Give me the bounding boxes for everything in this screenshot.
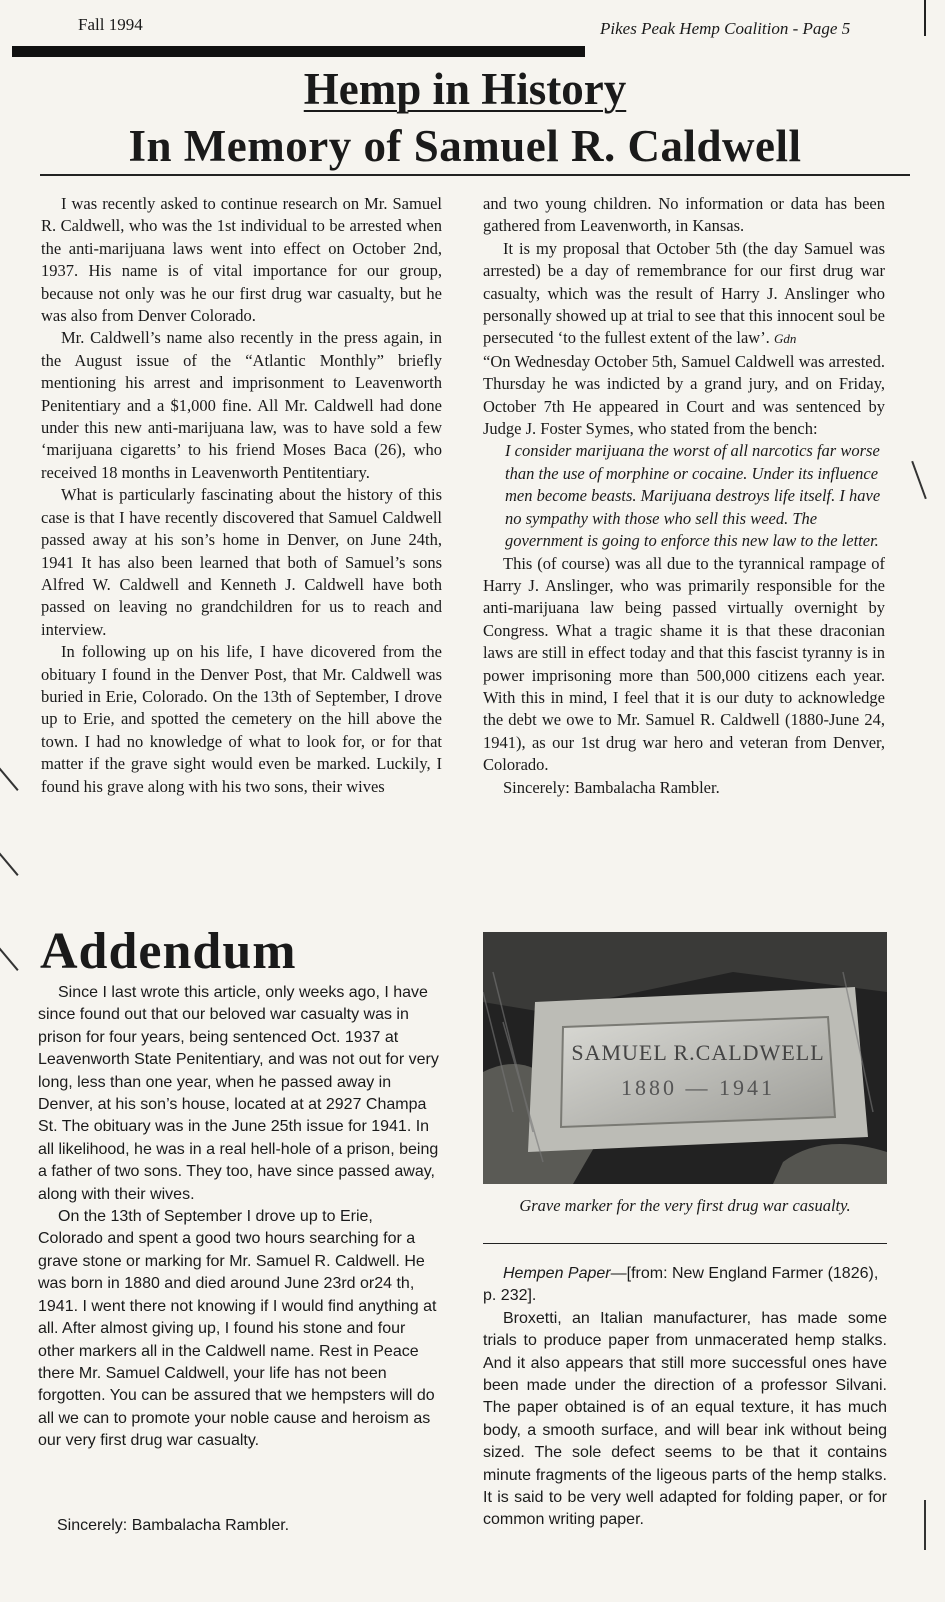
judge-quote: I consider marijuana the worst of all narcotics far worse than the use of morphine or cocaine. Under its influence men become beasts. Marijuana destroys life itself. I have no sympathy with those who sell this weed. The government is going to enforce this new law to the letter. bbox=[505, 441, 881, 551]
page-bottom-fade bbox=[0, 1554, 945, 1602]
issue-date: Fall 1994 bbox=[78, 15, 143, 34]
scan-edge-mark bbox=[0, 939, 19, 971]
hempen-body: Broxetti, an Italian manufacturer, has made some trials to produce paper from unmacerated hemp stalks. And it also appears that still more successful ones have been made under the direction of a professor Silvani. The paper obtained is of an equal texture, it has much body, a smooth surface, and will bear ink without being sized. The sole defect seems to be that it contains minute fragments of the ligeous parts of the hemp stalks. It is said to be very well adapted for folding paper, or for common writing paper. bbox=[483, 1309, 887, 1529]
publication-title: Pikes Peak Hemp Coalition - Page 5 bbox=[600, 19, 851, 38]
article-paragraph: I was recently asked to continue research on Mr. Samuel R. Caldwell, who was the 1st individual to be arrested when the anti-marijuana laws went into effect on October 2nd, 1937. His name is of vital importance for our group, because not only was he our first drug war casualty, but he was also from Denver Colorado. bbox=[41, 194, 442, 326]
article-left-column bbox=[41, 193, 442, 798]
article-continuation: and two young children. No information or data has been gathered from Leavenworth, in Kansas. bbox=[483, 194, 885, 236]
headline-rule bbox=[40, 174, 910, 176]
headline-secondary: In Memory of Samuel R. Caldwell bbox=[128, 121, 802, 171]
article-conclusion: This (of course) was all due to the tyrannical rampage of Harry J. Anslinger, who was primarily responsible for the anti-marijuana law being passed virtually overnight by Congress. What a tragic shame it is that these draconian laws are still in effect today and that this fascist tyranny is in power imprisoning more than 500,000 citizens each year. With this in mind, I feel that it is our duty to acknowledge the debt we owe to Mr. Samuel R. Caldwell (1880-June 24, 1941), as our 1st drug war hero and veteran from Denver, Colorado. bbox=[483, 553, 885, 775]
hempen-lead bbox=[483, 1263, 887, 1308]
handwritten-note: Gdn bbox=[773, 331, 797, 347]
addendum-signoff: Sincerely: Bambalacha Rambler. bbox=[57, 1517, 290, 1534]
article-signoff: Sincerely: Bambalacha Rambler. bbox=[503, 777, 720, 797]
scan-edge-mark bbox=[911, 461, 927, 499]
article-paragraph: In following up on his life, I have dicovered from the obituary I found in the Denver Post, that Mr. Caldwell was buried in Erie, Colorado. On the 13th of September, I drove up to Erie, and spotted the cemetery on the hill above the town. I had no knowledge of what to look for, or for that matter if the grave sight would even be marked. Luckily, I found his grave along with his two sons, their wives bbox=[41, 642, 442, 796]
hempen-paper-article bbox=[483, 1263, 887, 1532]
addendum-body bbox=[38, 982, 440, 1453]
addendum-heading: Addendum bbox=[40, 923, 297, 980]
arrest-account: “On Wednesday October 5th, Samuel Caldwell was arrested. Thursday he was indicted by a grand jury, and on Friday, October 7th He appeared in Court and was sentenced by Judge J. Foster Symes, who stated from the bench: bbox=[483, 351, 885, 439]
photo-caption: Grave marker for the very first drug war casualty. bbox=[519, 1196, 851, 1215]
stone-name: SAMUEL R.CALDWELL bbox=[571, 1040, 825, 1065]
section-divider bbox=[483, 1243, 887, 1244]
scan-edge-mark bbox=[924, 0, 926, 36]
header-rule bbox=[12, 46, 585, 57]
article-proposal: It is my proposal that October 5th (the day Samuel was arrested) be a day of remembrance for our first drug war casualty, which was the result of Harry J. Anslinger who personally showed up at trial to see that this innocent soul be persecuted ‘to the fullest extent of the law’. Gdn bbox=[483, 238, 885, 348]
article-paragraph: Mr. Caldwell’s name also recently in the press again, in the August issue of the “Atlantic Monthly” briefly mentioning his arrest and imprisonment to Leavenworth Penitentiary and a $1,000 fine. All Mr. Caldwell had done under this new anti-marijuana law, was to have sold a few ‘marijuana cigaretts’ to his friend Moses Baca (26), who received 18 months in Leavenworth Pentitentiary. bbox=[41, 328, 442, 482]
headline-primary: Hemp in History bbox=[303, 64, 627, 114]
grave-marker-photo bbox=[483, 932, 887, 1184]
article-right-column bbox=[483, 193, 885, 799]
hempen-source: —[from: New England Farmer (1826), p. 232]. bbox=[483, 1265, 879, 1305]
addendum-paragraph: Since I last wrote this article, only weeks ago, I have since found out that our beloved war casualty was in prison for four years, being sentenced Oct. 1937 at Leavenworth State Penitentiary, and was not out for very long, less than one year, when he passed away in Denver, at his son’s house, located at at 2927 Champa St. The obituary was in the June 25th issue for 1941. In all likelihood, he was in a real hell-hole of a prison, being a father of two sons. They too, have since passed away, along with their wives. bbox=[38, 984, 439, 1203]
stone-dates: 1880 — 1941 bbox=[621, 1075, 775, 1100]
hempen-title: Hempen Paper bbox=[503, 1265, 611, 1282]
scan-edge-mark bbox=[0, 759, 19, 791]
scan-edge-mark bbox=[924, 1500, 926, 1550]
scan-edge-mark bbox=[0, 844, 19, 876]
grave-photo-image bbox=[483, 932, 887, 1184]
article-paragraph: What is particularly fascinating about the history of this case is that I have recently discovered that Samuel Caldwell passed away at his son’s home in Denver, on June 24th, 1941 It has also been learned that both of Samuel’s sons Alfred W. Caldwell and Kenneth J. Caldwell have both passed on leaving no grandchildren for us to reach and interview. bbox=[41, 485, 442, 639]
addendum-paragraph: On the 13th of September I drove up to Erie, Colorado and spent a good two hours searching for a grave stone or marking for Mr. Samuel R. Caldwell. He was born in 1880 and died around June 23rd or24 th, 1941. I went there not knowing if I would find anything at all. After almost giving up, I found his stone and four other markers all in the Caldwell name. Rest in Peace there Mr. Samuel Caldwell, your life has not been forgotten. You can be assured that we hempsters will do all we can to promote your noble cause and heroism as our very first drug war casualty. bbox=[38, 1208, 437, 1450]
